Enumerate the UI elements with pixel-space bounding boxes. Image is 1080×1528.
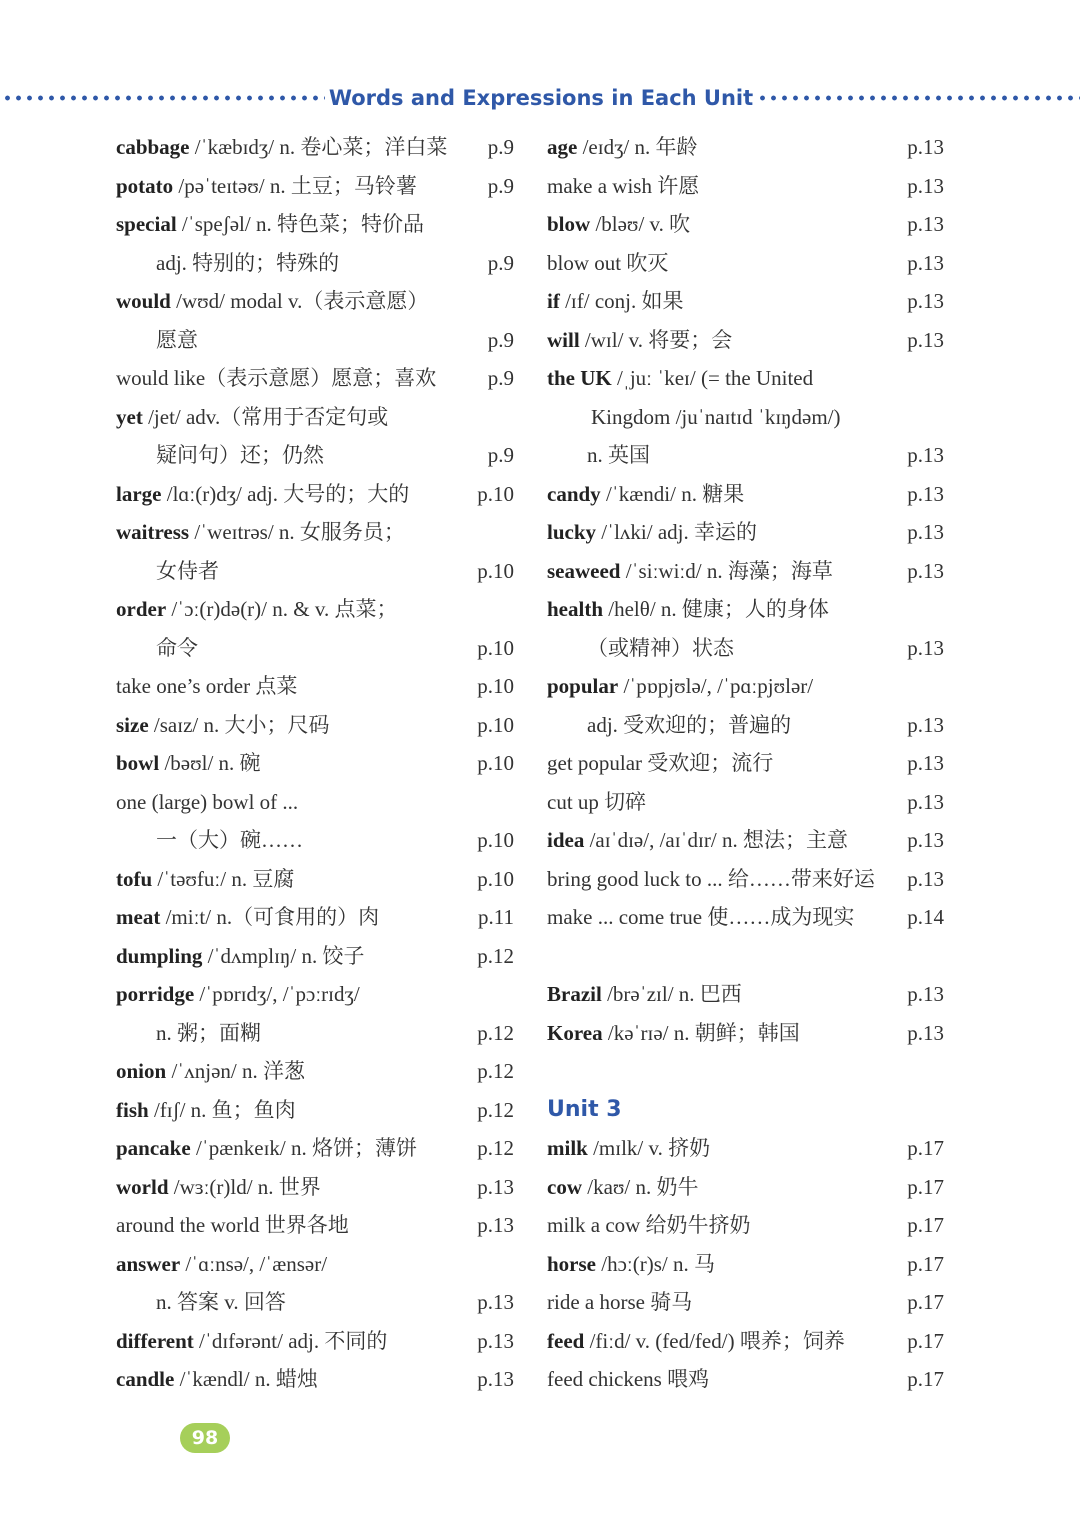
vocab-row [116,590,514,629]
vocab-row [116,475,514,514]
vocab-entry-text: would /wʊd/ modal v.（表示意愿） [116,289,429,313]
vocab-row [116,1014,514,1053]
vocab-row [116,1129,514,1168]
vocab-page-ref: p.13 [907,135,944,159]
vocab-row [116,937,514,976]
vocab-page-ref: p.17 [907,1136,944,1160]
vocab-entry-text: milk a cow 给奶牛挤奶 [547,1213,751,1237]
vocab-page-ref: p.10 [477,558,514,583]
vocab-page-ref: p.12 [477,1136,514,1160]
vocab-entry-text: special /ˈspeʃəl/ n. 特色菜；特价品 [116,212,424,236]
vocab-page-ref: p.13 [907,712,944,737]
vocab-entry-text: 疑问句）还；仍然 [156,443,324,467]
vocab-entry-text: feed chickens 喂鸡 [547,1367,710,1391]
vocab-entry-text: fish /fɪʃ/ n. 鱼；鱼肉 [116,1097,296,1122]
vocab-row [116,282,514,321]
vocab-entry-text: idea /aɪˈdɪə/, /aɪˈdɪr/ n. 想法；主意 [547,828,848,852]
vocab-page-ref: p.12 [477,943,514,968]
vocab-entry-text: cut up 切碎 [547,789,647,814]
vocab-row [116,244,514,283]
vocab-entry-text: blow /bləʊ/ v. 吹 [547,212,691,236]
vocab-row [116,783,514,822]
header-title: Words and Expressions in Each Unit [328,86,754,110]
right-vocab-column [547,128,944,1399]
vocab-entry-text: porridge /ˈpɒrɪdʒ/, /ˈpɔːrɪdʒ/ [116,982,360,1006]
vocab-entry-text: cow /kaʊ/ n. 奶牛 [547,1174,699,1199]
vocab-entry-text: （或精神）状态 [587,635,734,660]
vocab-entry-text: will /wɪl/ v. 将要；会 [547,327,733,352]
vocab-page-ref: p.12 [477,1059,514,1083]
vocab-entry-text: n. 英国 [587,443,650,467]
vocab-page-ref: p.9 [487,366,514,390]
vocab-row [116,552,514,591]
vocab-page-ref: p.13 [907,982,944,1006]
vocab-page-ref: p.13 [907,481,944,506]
vocab-row [116,706,514,745]
vocab-page-ref: p.13 [907,443,944,467]
vocab-row [547,860,944,899]
vocab-entry-text: 命令 [156,635,198,660]
vocab-row [547,706,944,745]
vocab-entry-text: large /lɑː(r)dʒ/ adj. 大号的；大的 [116,481,410,506]
header-dots-left [2,95,325,101]
vocab-row [547,513,944,552]
vocab-row [547,1052,944,1091]
vocab-row [116,1283,514,1322]
vocab-row [547,436,944,475]
vocab-entry-text: Brazil /brəˈzɪl/ n. 巴西 [547,982,742,1006]
vocab-entry-text: different /ˈdɪfərənt/ adj. 不同的 [116,1328,388,1353]
vocab-page-ref: p.10 [477,828,514,852]
vocab-row [547,167,944,206]
vocab-row [547,552,944,591]
vocab-entry-text: candle /ˈkændl/ n. 蜡烛 [116,1367,318,1391]
vocab-row [116,898,514,937]
vocab-page-ref: p.13 [477,1328,514,1353]
vocab-row [116,1206,514,1245]
vocab-row [547,244,944,283]
vocab-row [547,975,944,1014]
vocab-page-ref: p.13 [907,828,944,852]
vocab-page-ref: p.13 [907,327,944,352]
vocab-page-ref: p.9 [487,135,514,159]
vocab-entry-text: lucky /ˈlʌki/ adj. 幸运的 [547,520,758,544]
vocab-entry-text: make a wish 许愿 [547,173,700,198]
vocab-row [116,1322,514,1361]
vocab-page-ref: p.13 [907,635,944,660]
vocab-row [547,1322,944,1361]
vocab-entry-text: Korea /kəˈrɪə/ n. 朝鲜；韩国 [547,1020,800,1045]
vocab-entry-text: n. 粥；面糊 [156,1020,261,1045]
vocab-entry-text: would like（表示意愿）愿意；喜欢 [116,366,437,390]
vocab-entry-text: milk /mɪlk/ v. 挤奶 [547,1136,711,1160]
vocab-row [116,205,514,244]
vocab-entry-text: Kingdom /juˈnaɪtɪd ˈkɪŋdəm/) [591,404,841,429]
vocab-page-ref: p.17 [907,1174,944,1199]
vocab-page-ref: p.13 [907,289,944,313]
vocab-entry-text: onion /ˈʌnjən/ n. 洋葱 [116,1059,306,1083]
vocab-page-ref: p.13 [477,1213,514,1237]
vocab-row [116,1360,514,1399]
vocab-row [547,1129,944,1168]
vocab-row [116,321,514,360]
vocab-entry-text: 女侍者 [156,558,219,583]
vocab-entry-text: feed /fiːd/ v. (fed/fed/) 喂养；饲养 [547,1328,845,1353]
vocab-page-ref: p.12 [477,1020,514,1045]
vocab-entry-text: bowl /bəʊl/ n. 碗 [116,751,261,775]
vocab-entry-text: size /saɪz/ n. 大小；尺码 [116,712,330,737]
vocab-page-ref: p.17 [907,1290,944,1314]
vocab-row [116,128,514,167]
vocab-row [547,128,944,167]
vocab-row [116,398,514,437]
vocab-page-ref: p.10 [477,481,514,506]
vocab-entry-text: waitress /ˈweɪtrəs/ n. 女服务员； [116,520,405,544]
vocab-entry-text: seaweed /ˈsiːwiːd/ n. 海藻；海草 [547,558,833,583]
vocab-entry-text: meat /miːt/ n.（可食用的）肉 [116,905,380,929]
vocab-page-ref: p.10 [477,635,514,660]
vocab-page-ref: p.13 [907,866,944,891]
vocab-row [116,975,514,1014]
vocab-page-ref: p.13 [907,173,944,198]
vocab-entry-text: yet /jet/ adv.（常用于否定句或 [116,404,389,429]
vocab-entry-text: age /eɪdʒ/ n. 年龄 [547,135,698,159]
vocab-page-ref: p.9 [487,327,514,352]
vocab-row [547,590,944,629]
vocab-row [547,667,944,706]
vocab-page-ref: p.13 [477,1174,514,1199]
vocab-row [116,359,514,398]
vocab-row [547,783,944,822]
vocab-row [116,1168,514,1207]
vocab-page-ref: p.13 [907,751,944,775]
vocab-row [547,282,944,321]
vocab-row [116,1245,514,1284]
vocab-page-ref: p.13 [907,212,944,236]
vocab-row [116,860,514,899]
vocab-row [547,205,944,244]
vocab-row [547,1360,944,1399]
vocab-page-ref: p.13 [907,1020,944,1045]
vocab-entry-text: 愿意 [156,327,198,352]
vocab-row [547,359,944,398]
vocab-entry-text: answer /ˈɑːnsə/, /ˈænsər/ [116,1251,328,1276]
vocab-entry-text: candy /ˈkændi/ n. 糖果 [547,481,745,506]
vocab-page-ref: p.12 [477,1097,514,1122]
vocab-entry-text: take one’s order 点菜 [116,674,298,698]
vocab-row [547,1245,944,1284]
vocab-entry-text: horse /hɔː(r)s/ n. 马 [547,1251,715,1276]
vocab-page-ref: p.13 [907,250,944,275]
vocab-entry-text: cabbage /ˈkæbɪdʒ/ n. 卷心菜；洋白菜 [116,135,448,159]
vocab-entry-text: around the world 世界各地 [116,1213,349,1237]
unit-heading: Unit 3 [547,1096,622,1122]
vocab-row [547,475,944,514]
vocab-row [547,1168,944,1207]
header-dots-right [757,95,1080,101]
vocab-page-ref: p.17 [907,1251,944,1276]
vocab-row [116,629,514,668]
vocab-page-ref: p.10 [477,674,514,698]
vocab-entry-text: the UK /ˌjuː ˈkeɪ/ (= the United [547,366,814,390]
vocab-row [116,436,514,475]
vocab-entry-text: potato /pəˈteɪtəʊ/ n. 土豆；马铃薯 [116,173,417,198]
vocab-row [547,398,944,437]
vocab-row [547,1283,944,1322]
vocab-row [116,1052,514,1091]
vocab-entry-text: bring good luck to ... 给……带来好运 [547,866,875,891]
vocab-row [547,821,944,860]
vocab-row [547,321,944,360]
vocab-page-ref: p.11 [478,905,514,929]
vocab-page-ref: p.17 [907,1213,944,1237]
vocab-entry-text: one (large) bowl of ... [116,789,299,814]
vocab-entry-text: blow out 吹灭 [547,250,669,275]
vocab-page-ref: p.14 [907,905,944,929]
vocab-entry-text: n. 答案 v. 回答 [156,1290,286,1314]
vocab-page-ref: p.17 [907,1328,944,1353]
vocab-entry-text: 一（大）碗…… [156,828,303,852]
vocab-page-ref: p.10 [477,751,514,775]
vocab-row [116,821,514,860]
left-vocab-column [116,128,514,1399]
vocab-entry-text: pancake /ˈpænkeɪk/ n. 烙饼；薄饼 [116,1136,418,1160]
vocab-row [547,898,944,937]
vocab-entry-text: if /ɪf/ conj. 如果 [547,289,684,313]
vocab-row [116,513,514,552]
vocab-page-ref: p.9 [487,173,514,198]
vocab-row [547,1091,944,1130]
vocab-entry-text: adj. 特别的；特殊的 [156,250,340,275]
vocab-page-ref: p.13 [477,1367,514,1391]
vocab-entry-text: dumpling /ˈdʌmplɪŋ/ n. 饺子 [116,943,365,968]
vocab-row [547,1206,944,1245]
vocab-page-ref: p.13 [477,1290,514,1314]
vocab-row [116,167,514,206]
vocab-row [547,629,944,668]
vocab-row [547,937,944,976]
vocab-page-ref: p.9 [487,443,514,467]
vocab-entry-text: ride a horse 骑马 [547,1290,693,1314]
vocab-entry-text: world /wɜː(r)ld/ n. 世界 [116,1174,321,1199]
vocab-row [116,744,514,783]
vocab-page-ref: p.13 [907,789,944,814]
vocab-row [116,667,514,706]
vocab-entry-text: adj. 受欢迎的；普遍的 [587,712,792,737]
vocab-entry-text: popular /ˈpɒpjʊlə/, /ˈpɑːpjʊlər/ [547,674,814,698]
page-number-badge: 98 [180,1423,230,1453]
vocab-row [547,1014,944,1053]
page-header [0,82,1080,114]
vocab-entry-text: make ... come true 使……成为现实 [547,905,855,929]
vocab-page-ref: p.13 [907,520,944,544]
vocab-row [116,1091,514,1130]
vocab-entry-text: get popular 受欢迎；流行 [547,751,774,775]
vocab-entry-text: order /ˈɔː(r)də(r)/ n. & v. 点菜； [116,597,398,621]
vocab-entry-text: tofu /ˈtəʊfuː/ n. 豆腐 [116,866,295,891]
vocab-page-ref: p.17 [907,1367,944,1391]
vocab-entry-text: health /helθ/ n. 健康；人的身体 [547,597,829,621]
vocab-page-ref: p.9 [487,250,514,275]
vocab-page-ref: p.13 [907,558,944,583]
vocab-page-ref: p.10 [477,866,514,891]
vocab-page-ref: p.10 [477,712,514,737]
vocab-row [547,744,944,783]
